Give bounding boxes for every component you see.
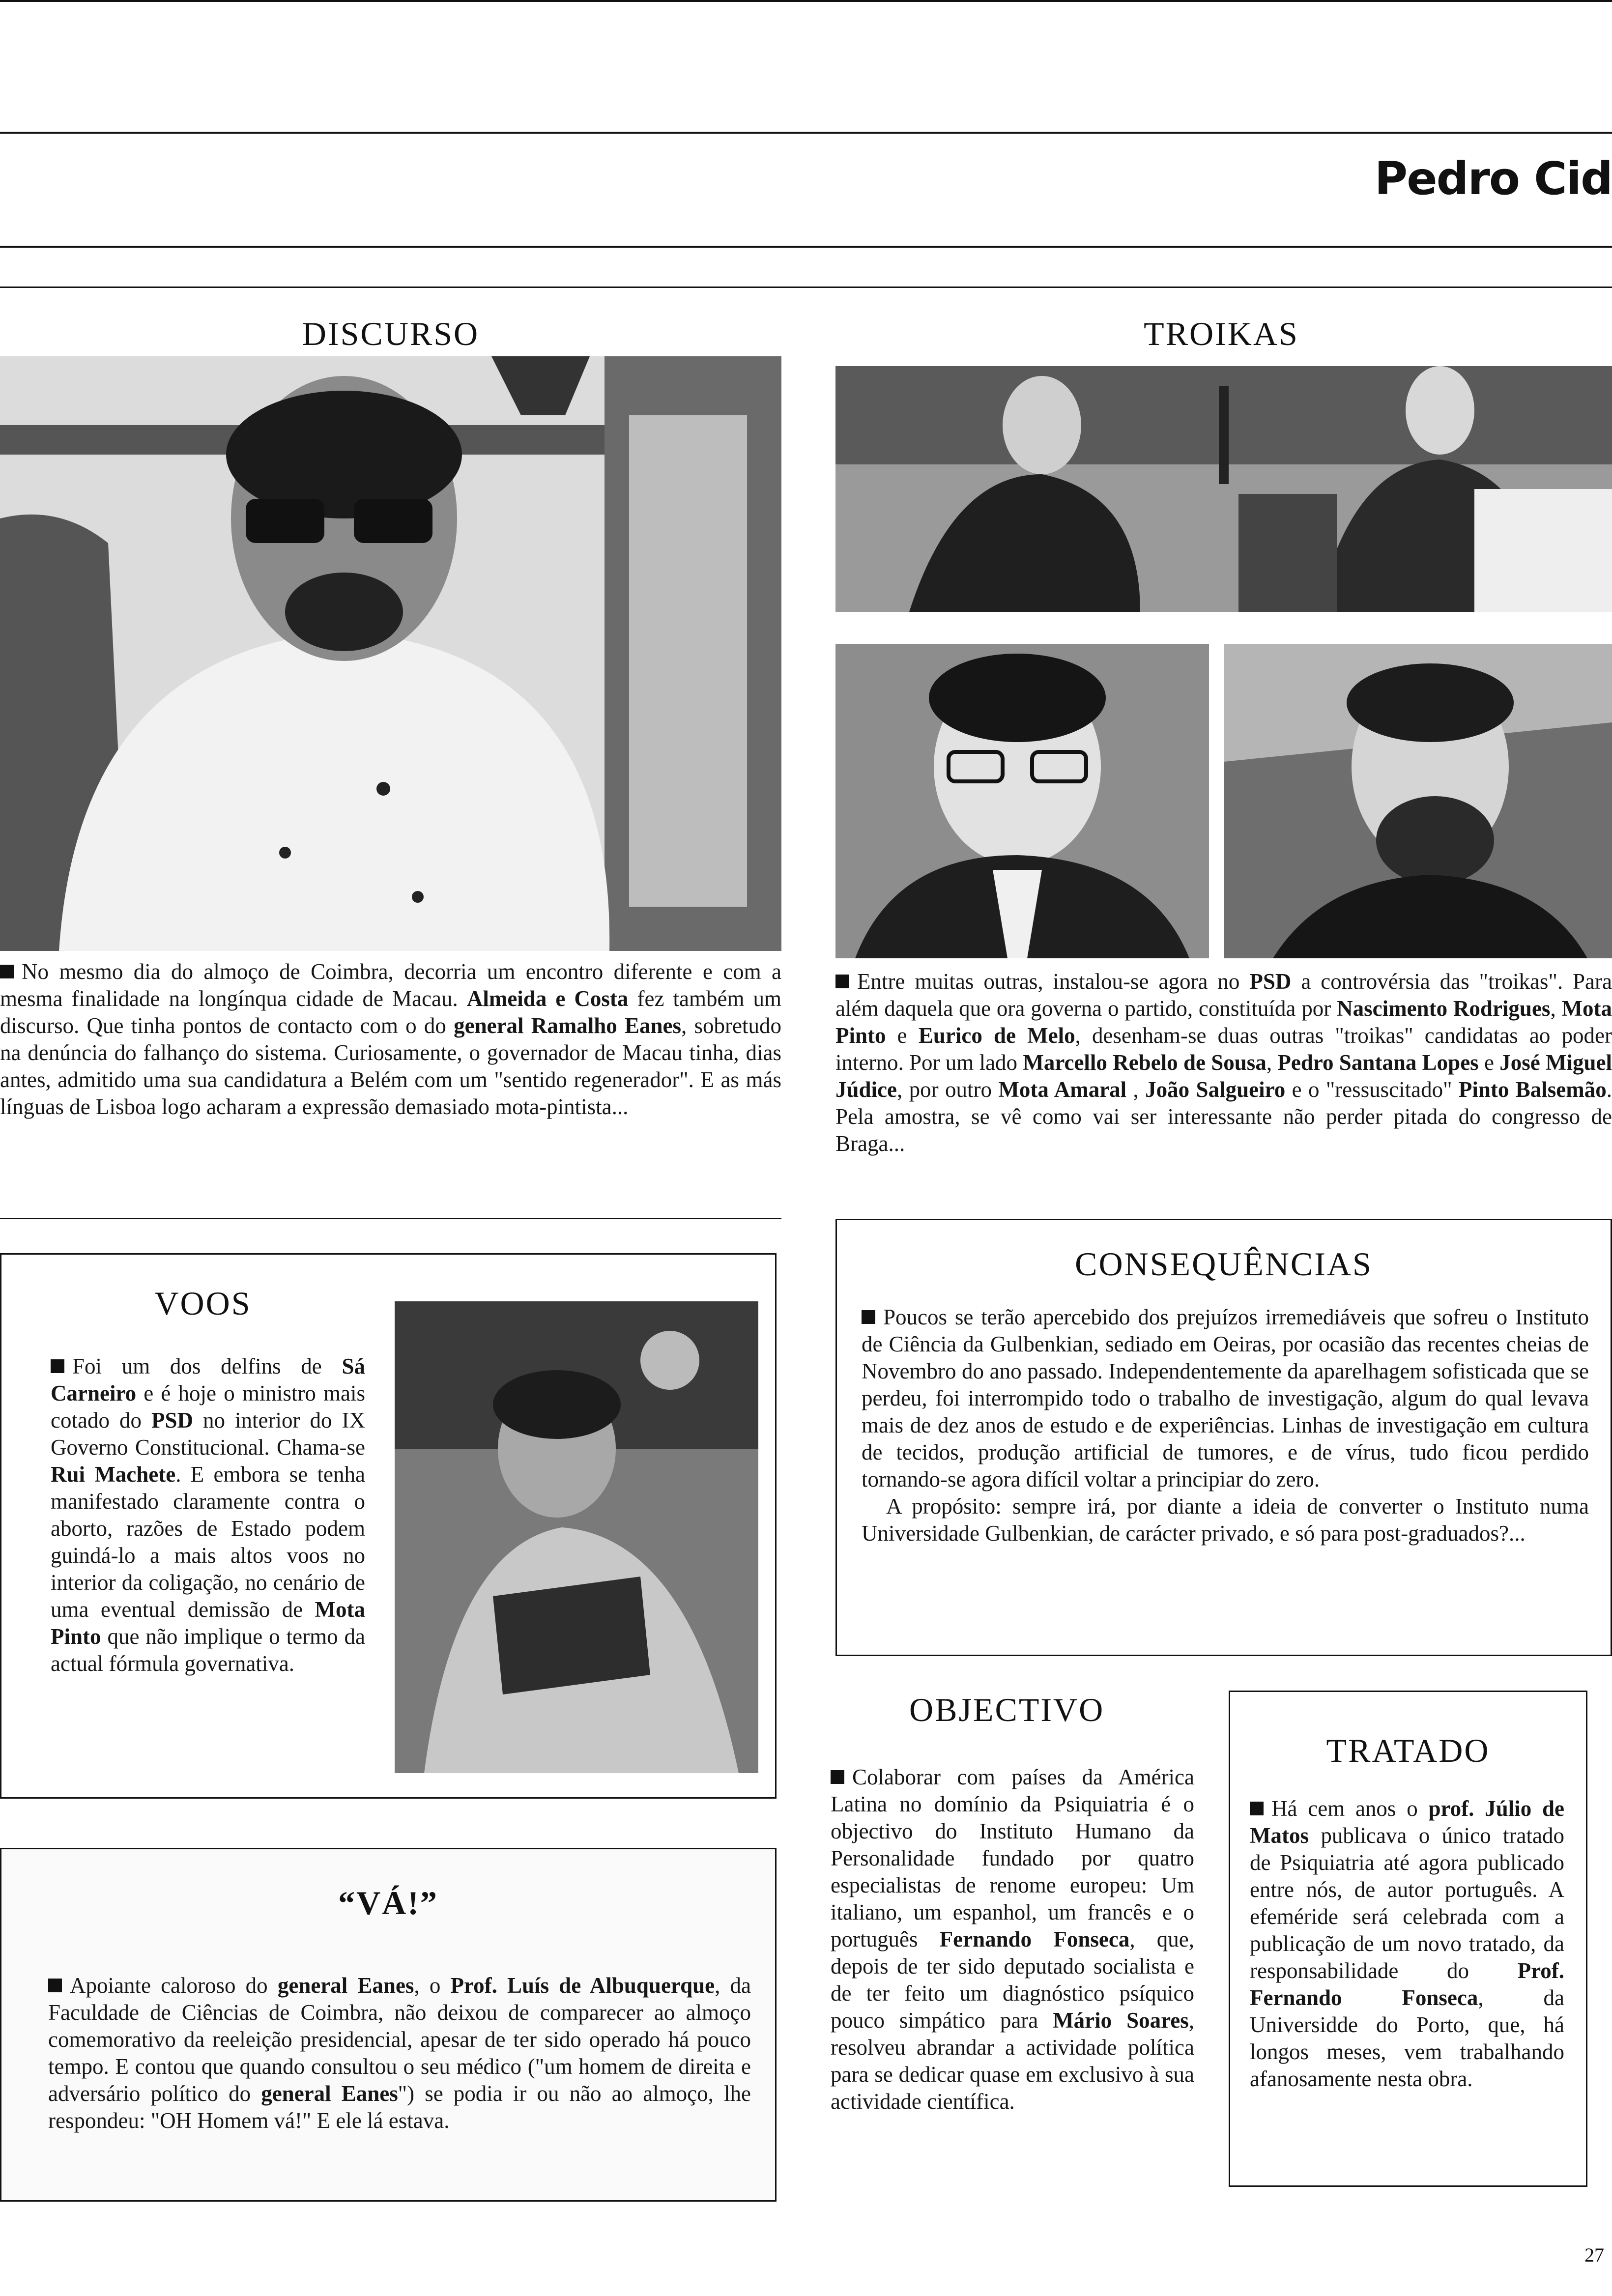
troikas-photo-left [835, 644, 1209, 958]
mid-rule-left [0, 1218, 781, 1219]
discurso-section [0, 315, 781, 353]
va-text: Apoiante caloroso do general Eanes, o Prof. Luís de Albuquerque, da Faculdade de Ciências de Coimbra, não deixou de comparecer ao almoço comemorativo da reeleição presidencial, apesar de ter sido operado há pouco tempo. E contou que quando consultou o seu médico ("um homem de direita e adversário político do general Eanes") se podia ir ou não ao almoço, lhe respondeu: "OH Homem vá!" E ele lá estava. [48, 1973, 751, 2133]
bullet-square-icon [48, 1979, 62, 1992]
troikas-photo-top [835, 366, 1612, 612]
troikas-title: TROIKAS [1144, 315, 1299, 352]
va-title: “VÁ!” [338, 1884, 438, 1922]
troikas-photo-right [1224, 644, 1612, 958]
consequencias-box [835, 1219, 1612, 1656]
tratado-box [1229, 1691, 1587, 2187]
header-rule-top [0, 132, 1612, 134]
page-number: 27 [1584, 2244, 1604, 2266]
discurso-text: No mesmo dia do almoço de Coimbra, decorria um encontro diferente e com a mesma finalidade na longínqua cidade de Macau. Almeida e Costa fez também um discurso. Que tinha pontos de contacto com o do general Ramalho Eanes, sobretudo na denúncia do falhanço do sistema. Curiosamente, o governador de Macau tinha, dias antes, admitido uma sua candidatura a Belém com um "sentido regenerador". E as más línguas de Lisboa logo acharam a expressão demasiado mota-pintista... [0, 959, 782, 1119]
objectivo-title: OBJECTIVO [909, 1691, 1105, 1728]
voos-title: VOOS [154, 1285, 252, 1322]
consequencias-title: CONSEQUÊNCIAS [1075, 1245, 1373, 1283]
bullet-square-icon [831, 1770, 844, 1784]
va-box [0, 1848, 777, 2202]
voos-text: Foi um dos delfins de Sá Carneiro e é hoje o ministro mais cotado do PSD no interior do IX Governo Constitucional. Chama-se Rui Machete. E embora se tenha manifestado claramente contra o aborto, razões de Estado podem guindá-lo a mais altos voos no interior da coligação, no cenário de uma eventual demissão de Mota Pinto que não implique o termo da actual fórmula governativa. [51, 1354, 366, 1676]
objectivo-section [831, 1691, 1194, 2115]
bullet-square-icon [1250, 1802, 1264, 1815]
objectivo-text: Colaborar com países da América Latina no domínio da Psiquiatria é o objectivo do Instituto Humano da Personalidade fundado por quatro especialistas de renome europeu: Um italiano, um espanhol, um francês e o português Fernando Fonseca, que, depois de ter sido deputado socialista e de ter feito um diagnóstico psíquico pouco simpático para Mário Soares, resolveu abrandar a actividade política para se dedicar quase em exclusivo à sua actividade científica. [831, 1765, 1194, 2114]
bullet-square-icon [835, 975, 849, 988]
bullet-square-icon [862, 1310, 875, 1324]
header-rule-bottom [0, 246, 1612, 248]
troikas-section [831, 315, 1612, 353]
voos-box [0, 1253, 777, 1799]
discurso-photo [0, 356, 781, 951]
tratado-text: Há cem anos o prof. Júlio de Matos publicava o único tratado de Psiquiatria até agora publicado entre nós, de autor português. A efeméride será celebrada com a publicação de um novo tratado, da responsabilidade do Prof. Fernando Fonseca, da Universidde do Porto, que, há longos meses, vem trabalhando afanosamente nesta obra. [1250, 1796, 1564, 2091]
consequencias-text: Poucos se terão apercebido dos prejuízos irremediáveis que sofreu o Instituto de Ciência da Gulbenkian, sediado em Oeiras, por ocasião das recentes cheias de Novembro do ano passado. Independentemente da aparelhagem sofisticada que se perdeu, foi interrompido todo o trabalho de investigação, algum do qual levava mais de dez anos de estudo e de experiências. Linhas de investigação em cultura de tecidos, produção artificial de tumores, e de vírus, tudo ficou perdido tornando-se agora difícil voltar a principiar do zero. A propósito: sempre irá, por diante a ideia de converter o Instituto numa Universidade Gulbenkian, de carácter privado, e só para post-graduados?... [862, 1304, 1589, 1547]
troikas-text: Entre muitas outras, instalou-se agora no PSD a controvérsia das "troikas". Para além daquela que ora governa o partido, constituída por Nascimento Rodrigues, Mota Pinto e Eurico de Melo, desenham-se duas outras "troikas" candidatas ao poder interno. Por um lado Marcello Rebelo de Sousa, Pedro Santana Lopes e José Miguel Júdice, por outro Mota Amaral , João Salgueiro e o "ressuscitado" Pinto Balsemão. Pela amostra, se vê como vai ser interessante não perder pitada do congresso de Braga... [835, 969, 1612, 1156]
consequencias-paragraph-2: A propósito: sempre irá, por diante a ideia de converter o Instituto numa Universidade Gulbenkian, de carácter privado, e só para post-graduados?... [862, 1494, 1589, 1546]
discurso-title: DISCURSO [302, 315, 480, 352]
top-rule [0, 0, 1612, 2]
bullet-square-icon [51, 1359, 64, 1373]
bullet-square-icon [0, 965, 14, 978]
voos-photo [395, 1301, 758, 1773]
byline: Pedro Cid [1374, 152, 1612, 205]
tratado-title: TRATADO [1326, 1732, 1490, 1769]
header-rule-under [0, 287, 1612, 288]
